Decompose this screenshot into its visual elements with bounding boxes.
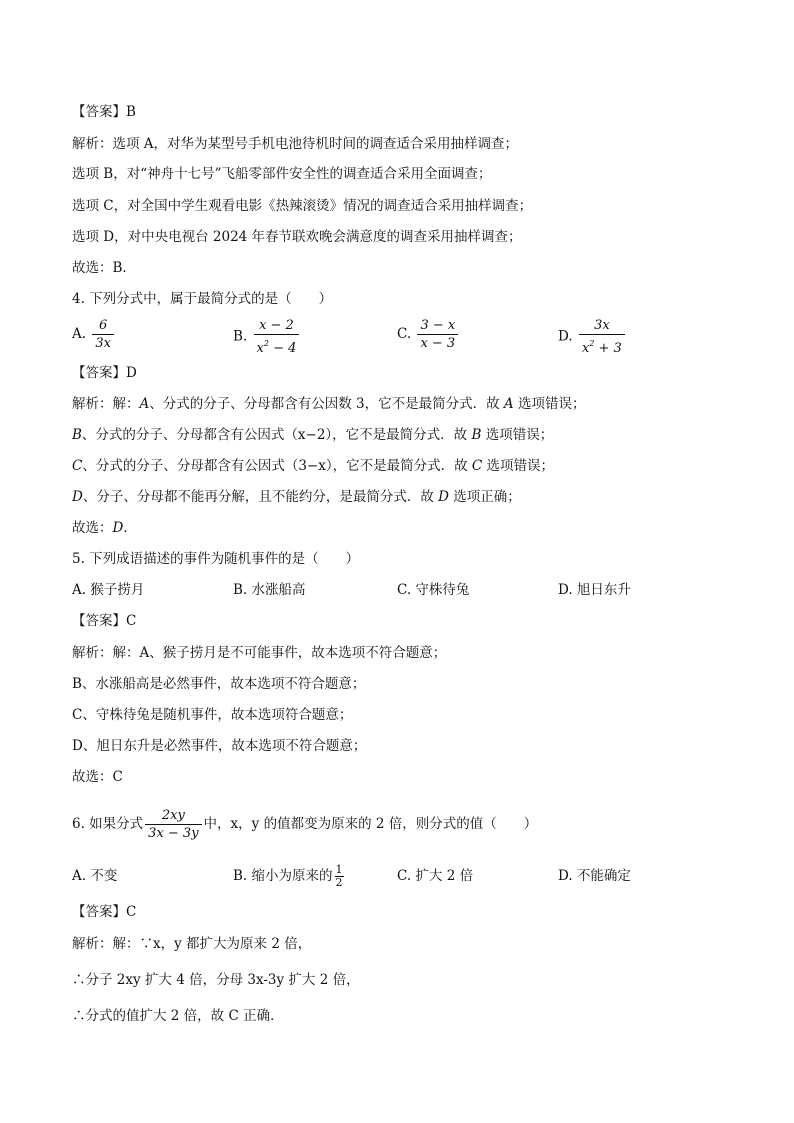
q4-option-c: C. $\frac{3 - x}{x - 3}$ <box>397 317 460 352</box>
q4-option-c-fraction: $\frac{3 - x}{x - 3}$ <box>417 317 458 352</box>
q4-stem: 4. 下列分式中，属于最简分式的是（ ） <box>72 291 333 307</box>
q6-option-c: C. 扩大 2 倍 <box>397 868 474 884</box>
q5-answer: 【答案】C <box>72 613 137 629</box>
q5-conclusion: 故选：C <box>72 769 123 785</box>
q4-analysis-1: 解析：解：A、分式的分子、分母都含有公因数 3，它不是最简分式．故 A 选项错误； <box>72 396 586 412</box>
q6-stem-fraction: $\frac{2xy}{3x - 3y}$ <box>145 807 201 842</box>
q3-conclusion: 故选：B． <box>72 260 136 276</box>
q3-analysis-2: 选项 B，对“神舟十七号”飞船零部件安全性的调查适合采用全面调查； <box>72 166 492 182</box>
q5-option-c: C. 守株待兔 <box>397 582 470 598</box>
q6-option-b: B. 缩小为原来的 $\frac{1}{2}$ <box>233 863 343 889</box>
q6-answer: 【答案】C <box>72 904 137 920</box>
q5-option-a: A. 猴子捞月 <box>72 582 145 598</box>
q3-analysis-3: 选项 C，对全国中学生观看电影《热辣滚烫》情况的调查适合采用抽样调查； <box>72 198 533 214</box>
q5-analysis-3: C、守株待兔是随机事件，故本选项符合题意； <box>72 707 353 723</box>
q3-analysis-1: 解析：选项 A，对华为某型号手机电池待机时间的调查适合采用抽样调查； <box>72 136 519 152</box>
q4-option-a-fraction: $\frac{6}{3x}$ <box>92 317 114 352</box>
q5-analysis-2: B、水涨船高是必然事件，故本选项不符合题意； <box>72 676 366 692</box>
q6-option-b-fraction: $\frac{1}{2}$ <box>335 863 343 889</box>
q5-option-d: D. 旭日东升 <box>558 582 631 598</box>
q6-stem: 6. 如果分式 $\frac{2xy}{3x - 3y}$ 中，x，y 的值都变为原来的 2 倍，则分式的值（ ） <box>72 808 538 841</box>
q6-option-d: D. 不能确定 <box>558 868 631 884</box>
q4-option-a: A. $\frac{6}{3x}$ <box>72 317 116 352</box>
q4-conclusion: 故选：D． <box>72 520 137 536</box>
q6-analysis-3: ∴分式的值扩大 2 倍，故 C 正确． <box>72 1008 284 1024</box>
q4-answer: 【答案】D <box>72 365 137 381</box>
q4-option-d-fraction: $\frac{3x}{x^2 + 3}$ <box>579 317 625 357</box>
q3-analysis-4: 选项 D，对中央电视台 2024 年春节联欢晚会满意度的调查采用抽样调查； <box>72 229 522 245</box>
q6-analysis-1: 解析：解：∵x，y 都扩大为原来 2 倍， <box>72 936 312 952</box>
q5-stem: 5. 下列成语描述的事件为随机事件的是（ ） <box>72 551 360 567</box>
q4-analysis-4: D、分子、分母都不能再分解，且不能约分，是最简分式．故 D 选项正确； <box>72 489 521 505</box>
q5-analysis-1: 解析：解：A、猴子捞月是不可能事件，故本选项不符合题意； <box>72 645 447 661</box>
q4-option-b-fraction: $\frac{x - 2}{x^2 - 4}$ <box>254 317 300 357</box>
q6-analysis-2: ∴分子 2xy 扩大 4 倍，分母 3x-3y 扩大 2 倍， <box>72 972 360 988</box>
q5-analysis-4: D、旭日东升是必然事件，故本选项不符合题意； <box>72 738 367 754</box>
q5-option-b: B. 水涨船高 <box>233 582 306 598</box>
q4-analysis-3: C、分式的分子、分母都含有公因式（3−x），它不是最简分式．故 C 选项错误； <box>72 458 555 474</box>
q3-answer: 【答案】B <box>72 104 136 120</box>
q4-option-d: D. $\frac{3x}{x^2 + 3}$ <box>558 317 627 357</box>
q4-option-b: B. $\frac{x - 2}{x^2 - 4}$ <box>233 317 301 357</box>
q6-option-a: A. 不变 <box>72 868 118 884</box>
q4-analysis-2: B、分式的分子、分母都含有公因式（x−2），它不是最简分式．故 B 选项错误； <box>72 427 554 443</box>
